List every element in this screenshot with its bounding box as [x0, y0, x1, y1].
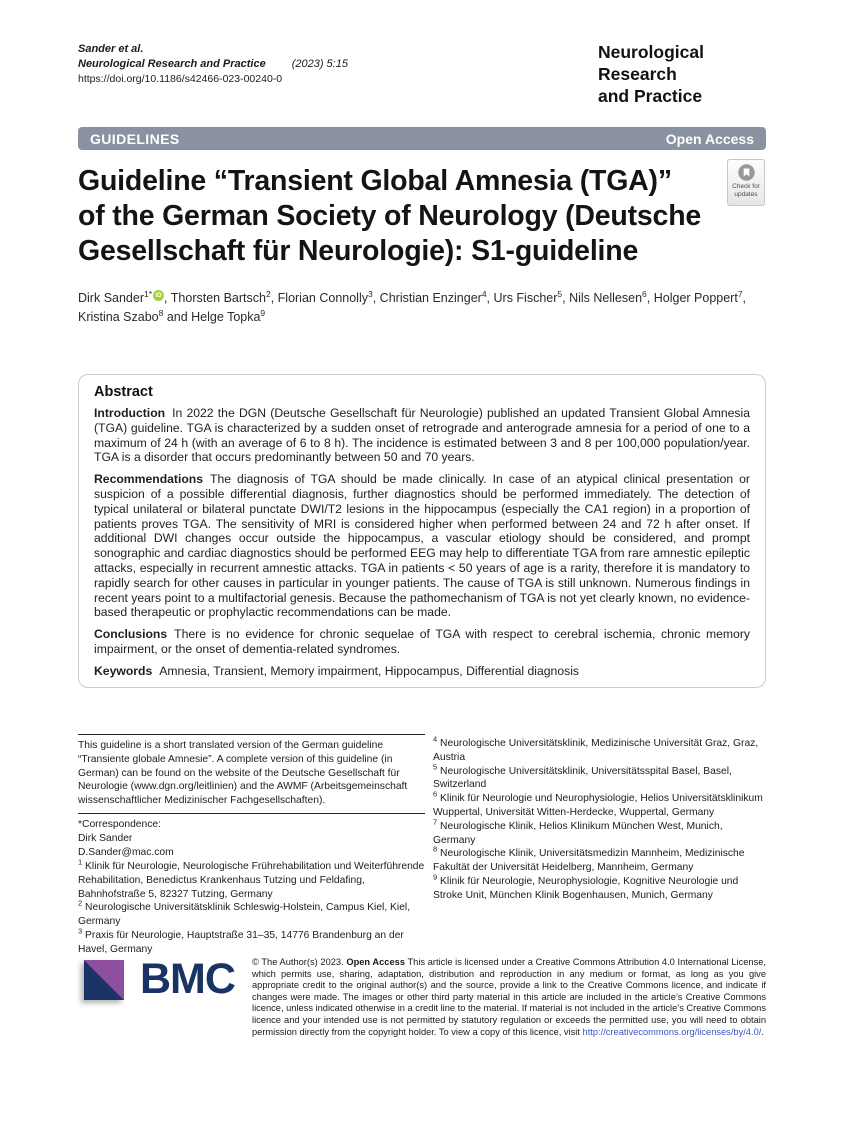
license-copyright: © The Author(s) 2023.	[252, 957, 347, 967]
bmc-logo-text: BMC	[140, 955, 235, 1003]
journal-masthead	[598, 41, 768, 107]
translation-note: This guideline is a short translated version of the German guideline “Transiente globale Amnesie”. A complete version of this guideline (in German) can be found on the website of the Deutsche Gesellschaft für Neurologie (www.dgn.org/leitlinien) and the AWMF (Arbeitsgemeinschaft wissenschaftlicher Medizinischer Fachgesellschaften).	[78, 740, 408, 807]
abstract-box	[78, 374, 766, 688]
abstract-section-label: Introduction	[94, 406, 166, 420]
affiliation: $^2$ Neurologische Universitätsklinik Schleswig-Holstein, Campus Kiel, Kiel, Germany	[78, 898, 411, 928]
affiliation-number: 8	[433, 844, 438, 854]
affiliation-number: 4	[433, 734, 438, 744]
author-name: Thorsten Bartsch	[170, 291, 266, 305]
author-affiliation-sup: 2	[265, 288, 271, 299]
affiliation: $^9$ Klinik für Neurologie, Neurophysiologie, Kognitive Neurologie und Stroke Unit, München Klinik Bogenhausen, Munich, Germany	[433, 872, 739, 901]
author-name: Helge Topka	[191, 310, 261, 324]
open-access-label: Open Access	[665, 130, 754, 147]
bmc-logo-icon	[84, 960, 124, 1000]
author-affiliation-sup: 6	[642, 288, 647, 299]
affiliation: $^3$ Praxis für Neurologie, Hauptstraße 31–35, 14776 Brandenburg an der Havel, Germany	[78, 926, 404, 955]
correspondence-name: Dirk Sander	[78, 832, 133, 844]
abstract-heading: Abstract	[94, 384, 153, 400]
author-affiliation-sup: 1*	[144, 288, 153, 299]
license-paragraph	[252, 957, 766, 1038]
author-affiliation-sup: 3	[367, 288, 373, 299]
affiliation-number: 3	[78, 926, 83, 936]
author-affiliation-sup: 8	[158, 307, 164, 318]
author-affiliation-sup: 5	[557, 288, 563, 299]
affiliation: $^6$ Klinik für Neurologie und Neurophysiologie, Helios Universitätsklinikum Wuppertal, Universität Witten-Herdecke, Wuppertal, Germany	[433, 789, 763, 818]
footnotes-left-column	[78, 734, 425, 957]
title-line-3: Gesellschaft für Neurologie): S1-guideline	[78, 235, 639, 267]
article-type-banner	[78, 127, 766, 150]
affiliation: $^5$ Neurologische Universitätsklinik, Universitätsspital Basel, Basel, Switzerland	[433, 762, 732, 791]
author-affiliation-sup: 9	[260, 307, 266, 318]
title-line-2: of the German Society of Neurology (Deutsche	[78, 200, 702, 232]
abstract-section-label: Recommendations	[94, 472, 204, 487]
affiliation-number: 1	[78, 857, 83, 867]
abstract-section-label: Conclusions	[94, 627, 168, 642]
correspondence-block	[78, 818, 425, 860]
article-title	[78, 164, 723, 269]
affiliations-1-3	[78, 857, 425, 957]
affiliation-number: 2	[78, 898, 83, 908]
correspondence-rule	[78, 813, 425, 814]
author-list: Dirk Sander$^{1*}$ iD , Thorsten Bartsch$^2$, Florian Connolly$^3$, Christian Enzinger$^4$, Urs Fischer$^5$, Nils Nellesen$^6$, Holger Poppert$^7$, Kristina Szabo$^8$ and Helge Topka$^9$	[78, 288, 747, 324]
badge-text-line1: Check for	[732, 183, 760, 190]
author-name: Christian Enzinger	[379, 291, 482, 305]
crossmark-bookmark-icon	[738, 164, 755, 181]
abstract-section: Keywords Amnesia, Transient, Memory impairment, Hippocampus, Differential diagnosis	[94, 663, 579, 678]
correspondence-label: *Correspondence:	[78, 818, 161, 830]
check-for-updates-button[interactable]	[727, 159, 765, 206]
open-access-bold: Open Access	[346, 957, 405, 967]
author-affiliation-sup: 4	[481, 288, 487, 299]
affiliation-number: 6	[433, 789, 438, 799]
affiliation: $^1$ Klinik für Neurologie, Neurologische Frührehabilitation und Weiterführende Rehabilitation, Benedictus Krankenhaus Tutzing und Feldafing, Bahnhofstraße 5, 82327 Tutzing, Germany	[78, 857, 425, 900]
author-name: Urs Fischer	[493, 291, 558, 305]
volume-page: (2023) 5:15	[291, 58, 348, 70]
author-name: Florian Connolly	[277, 291, 368, 305]
journal-masthead-line1: Neurological Research	[598, 42, 704, 84]
affiliation-number: 5	[433, 762, 438, 772]
abstract-section: Introduction In 2022 the DGN (Deutsche Gesellschaft für Neurologie) published an updated Transient Global Amnesia (TGA) guideline. TGA is characterized by a sudden onset of retrograde and anterograde amnesia for a period of one to a maximum of 24 h (with an average of 6 to 8 h). The incidence is estimated between 3 and 8 per 100,000 population/year. TGA is a disorder that occurs predominantly between 50 and 70 years.	[94, 406, 750, 465]
author-name: Nils Nellesen	[569, 291, 643, 305]
affiliation: $^8$ Neurologische Klinik, Universitätsmedizin Mannheim, Medizinische Fakultät der Universität Heidelberg, Mannheim, Germany	[433, 844, 745, 874]
license-suffix: .	[761, 1026, 764, 1037]
header-citation-block	[78, 42, 348, 87]
correspondence-email: D.Sander@mac.com	[78, 846, 174, 858]
affiliations-4-9	[433, 734, 766, 903]
running-authors: Sander et al.	[78, 43, 144, 55]
author-name: Holger Poppert	[653, 291, 738, 305]
journal-masthead-line2: and Practice	[598, 86, 703, 106]
affiliation: $^7$ Neurologische Klinik, Helios Klinikum München West, Munich, Germany	[433, 817, 723, 846]
journal-name-italic: Neurological Research and Practice	[78, 58, 266, 70]
footnote-top-rule	[78, 734, 425, 735]
affiliation-number: 9	[433, 872, 438, 882]
license-body: This article is licensed under a Creative Commons Attribution 4.0 International License, which permits use, sharing, adaptation, distribution and reproduction in any medium or format, as long as you give appropriate credit to the original author(s) and the source, provide a link to the Creative Commons licence, and indicate if changes were made. The images or other third party material in this article are included in the article’s Creative Commons licence, unless indicated otherwise in a credit line to the material. If material is not included in the article’s Creative Commons licence and your intended use is not permitted by statutory regulation or exceeds the permitted use, you will need to obtain permission directly from the copyright holder. To view a copy of this licence, visit	[252, 957, 766, 1037]
badge-text-line2: updates	[734, 190, 758, 198]
orcid-icon[interactable]: iD	[153, 290, 164, 301]
author-affiliation-sup: 7	[737, 288, 743, 299]
citation-line	[78, 57, 348, 72]
abstract-section: Recommendations The diagnosis of TGA should be made clinically. In case of an atypical clinical presentation or suspicion of a possible differential diagnosis, further diagnostics should be performed immediately. The detection of typical unilateral or bilateral punctate DWI/T2 lesions in the hippocampus (especially the CA1 region) in a proportion of patients proves TGA. The sensitivity of MRI is considered higher when performed between 24 and 72 h after onset. If additional DWI changes occur outside the hippocampus, a vascular etiology should be considered, and prompt sonographic and cardiac diagnostics should be performed EEG may help to differentiate TGA from rare amnestic epileptic attacks, especially in recurrent amnestic attacks. TGA in patients < 50 years of age is a rarity, therefore it is mandatory to rapidly search for other causes in particular in younger patients. The cause of TGA is still unknown. Numerous findings in recent years point to a multifactorial genesis. Because the pathomechanism of TGA is not yet clearly known, no evidence-based therapeutic or prophylactic recommendations can be made.	[94, 472, 750, 620]
abstract-section: Conclusions There is no evidence for chronic sequelae of TGA with respect to cerebral ischemia, chronic memory impairment, or the onset of dementia-related syndromes.	[94, 627, 750, 656]
affiliation: $^4$ Neurologische Universitätsklinik, Medizinische Universität Graz, Graz, Austria	[433, 734, 759, 763]
abstract-section-label: Keywords	[94, 663, 153, 678]
title-line-1: Guideline “Transient Global Amnesia (TGA)”	[78, 165, 672, 197]
author-name: Kristina Szabo	[78, 310, 159, 324]
author-name: Dirk Sander	[78, 291, 144, 305]
doi-link: https://doi.org/10.1186/s42466-023-00240-0	[78, 73, 283, 85]
article-type-label: GUIDELINES	[90, 130, 180, 147]
abstract-sections	[94, 406, 750, 679]
affiliation-number: 7	[433, 817, 438, 827]
license-link[interactable]: http://creativecommons.org/licenses/by/4.0/	[582, 1026, 762, 1037]
